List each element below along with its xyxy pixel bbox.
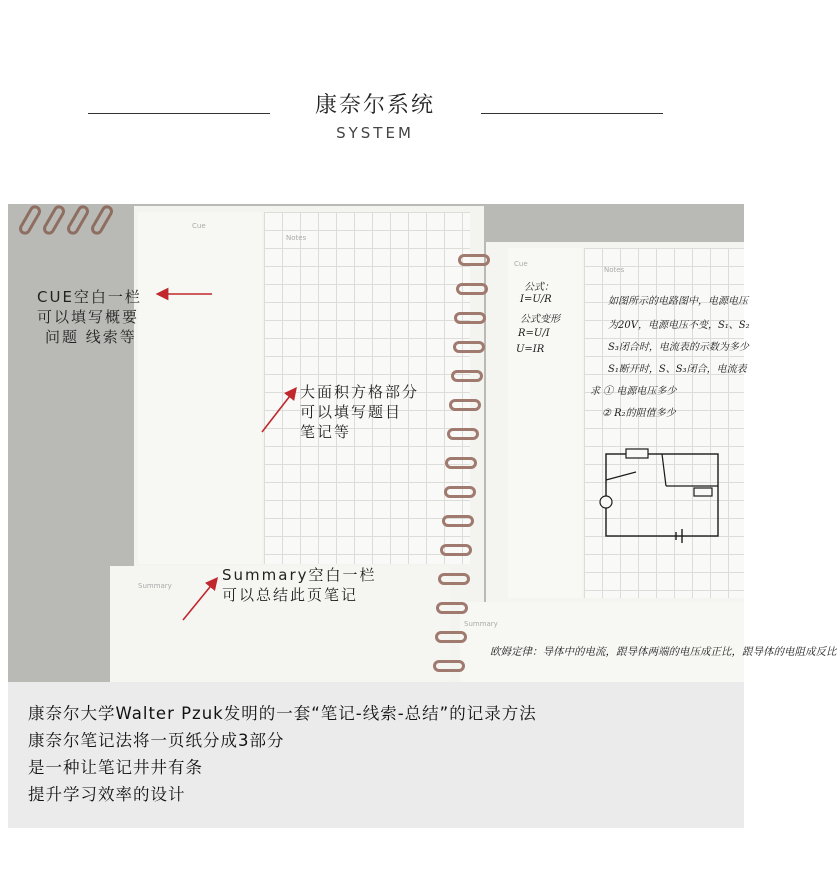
handwritten-cue-line: U=IR [516,344,545,355]
caption-line: 提升学习效率的设计 [28,785,186,804]
handwritten-cue-line: 公式变形 [520,314,560,325]
handwritten-cue-line: R=U/I [518,328,550,339]
handwritten-note-line: 如图所示的电路图中，电源电压 [608,296,748,307]
notes-annotation-line: 可以填写题目 [300,403,403,421]
handwritten-note-line: S₃闭合时，电流表的示数为多少 [608,342,749,353]
notes-annotation-line: 笔记等 [300,423,352,441]
right-summary-label: Summary [464,620,498,628]
caption-line: 康奈尔大学Walter Pzuk发明的一套“笔记-线索-总结”的记录方法 [28,704,537,723]
summary-arrow [183,582,214,620]
page-title: 康奈尔系统 [314,93,435,118]
handwritten-note-line: 为20V，电源电压不变，S₁、S₂ [608,320,750,331]
cue-annotation-line: CUE空白一栏 [37,288,142,306]
right-cue-label: Cue [514,260,528,268]
notes-arrow [262,392,293,432]
handwritten-note-line: 求 ① 电源电压多少 [590,386,677,397]
page-subtitle: SYSTEM [336,124,414,142]
right-notes-label: Notes [604,266,625,274]
left-cue-label: Cue [192,222,206,230]
summary-annotation-line: Summary空白一栏 [222,566,377,584]
cue-annotation-line: 问题 线索等 [45,328,137,346]
cue-annotation-line: 可以填写概要 [37,308,140,326]
notes-annotation-line: 大面积方格部分 [300,383,420,401]
handwritten-note-line: ② R₂的阻值多少 [602,408,676,419]
left-summary-label: Summary [138,582,172,590]
handwritten-cue-line: 公式： [524,282,554,293]
summary-annotation-line: 可以总结此页笔记 [222,586,359,604]
handwritten-cue-line: I=U/R [520,294,552,305]
handwritten-summary: 欧姆定律：导体中的电流，跟导体两端的电压成正比，跟导体的电阻成反比 [490,646,837,658]
caption-line: 康奈尔笔记法将一页纸分成3部分 [28,731,285,750]
caption-line: 是一种让笔记井井有条 [28,758,203,777]
handwritten-note-line: S₁断开时，S、S₃闭合，电流表 [608,364,747,375]
left-notes-label: Notes [286,234,307,242]
